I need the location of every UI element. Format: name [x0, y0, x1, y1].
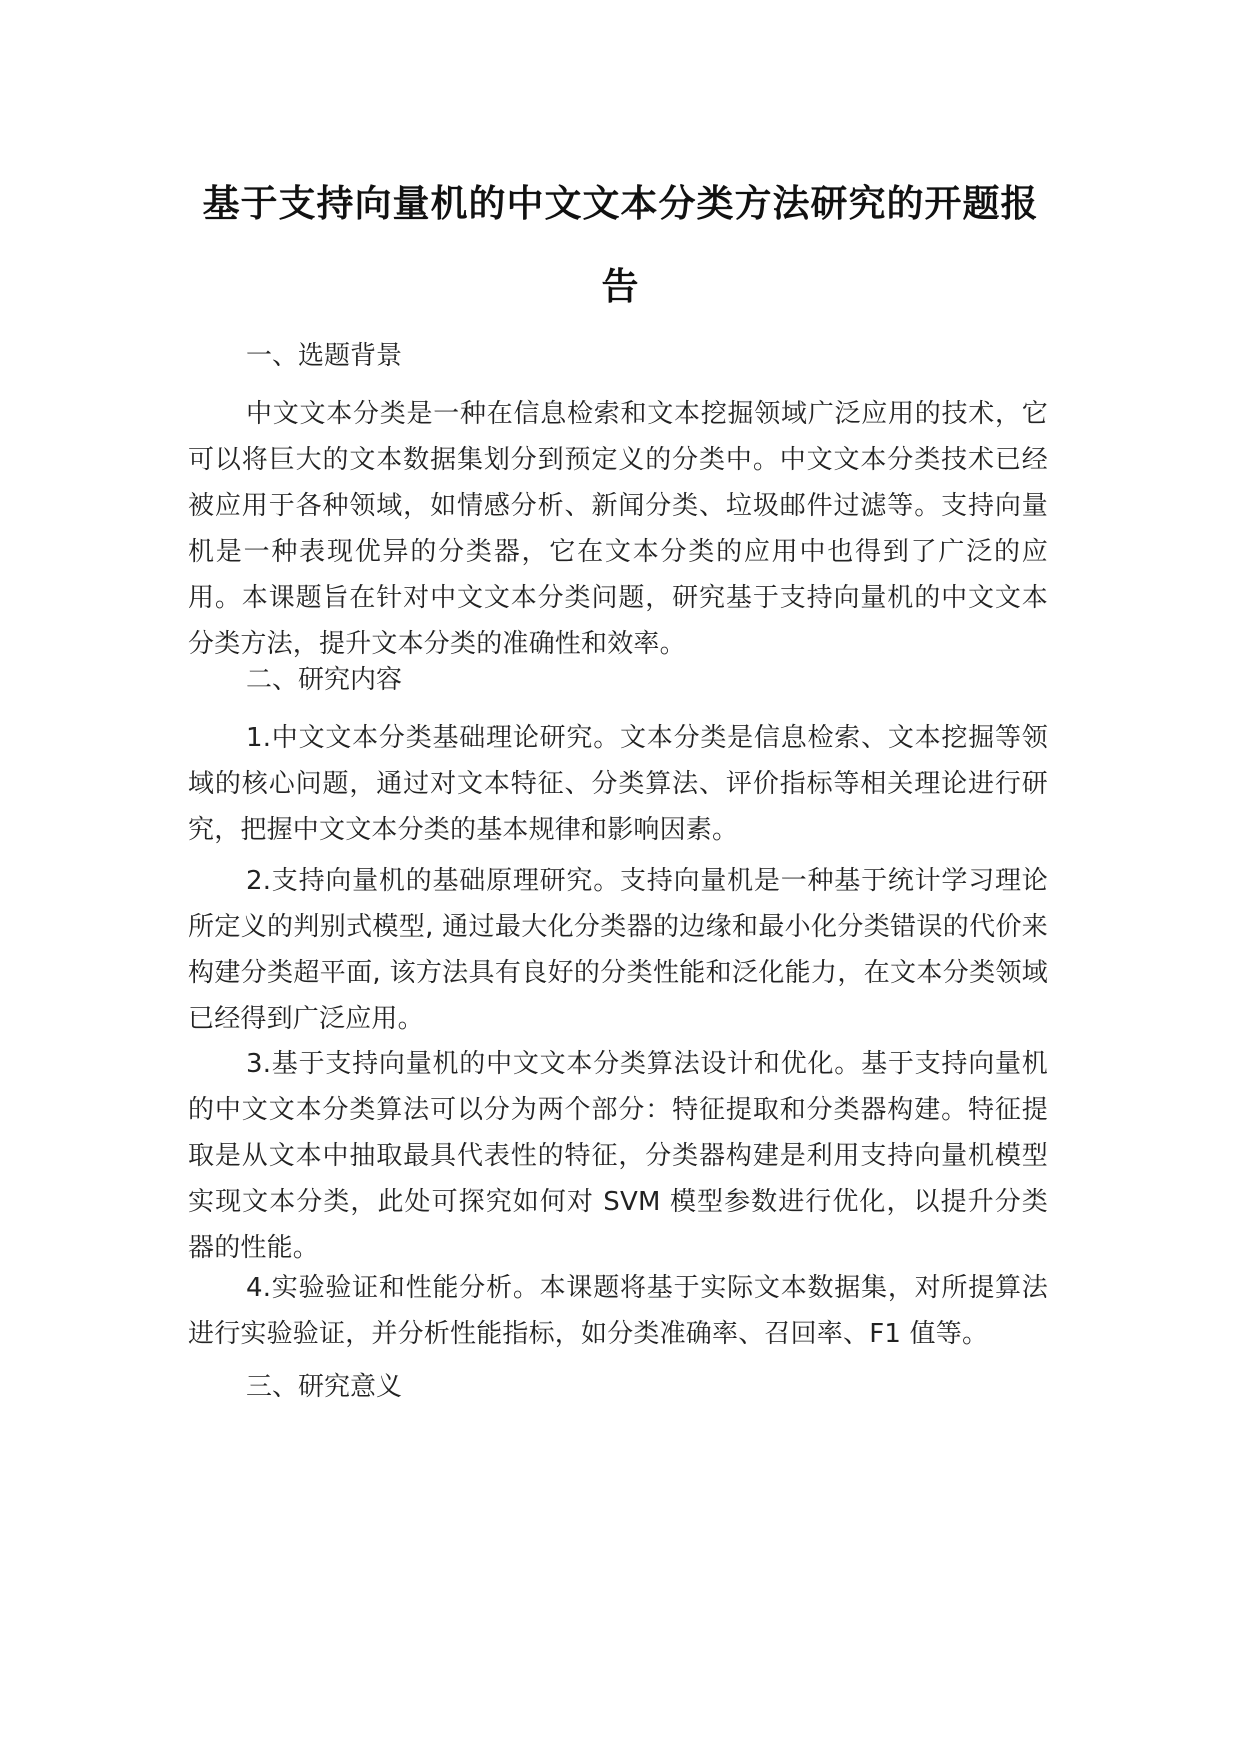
paragraph-background: 中文文本分类是一种在信息检索和文本挖掘领域广泛应用的技术，它可以将巨大的文本数据集划分到预定义的分类中。中文文本分类技术已经被应用于各种领域，如情感分析、新闻分类、垃圾邮件过滤等。支持向量机是一种表现优异的分类器，它在文本分类的应用中也得到了广泛的应用。本课题旨在针对中文文本分类问题，研究基于支持向量机的中文文本分类方法，提升文本分类的准确性和效率。 — [188, 399, 1048, 659]
section-heading-background: 一、选题背景 — [246, 341, 403, 371]
section-heading-significance: 三、研究意义 — [246, 1372, 403, 1402]
paragraph-content-4: 4.实验验证和性能分析。本课题将基于实际文本数据集，对所提算法进行实验验证，并分析性能指标，如分类准确率、召回率、F1 值等。 — [188, 1273, 1048, 1349]
document-title-line-2: 告 — [601, 265, 640, 308]
paragraph-content-3: 3.基于支持向量机的中文文本分类算法设计和优化。基于支持向量机的中文文本分类算法可以分为两个部分：特征提取和分类器构建。特征提取是从文本中抽取最具代表性的特征，分类器构建是利用支持向量机模型实现文本分类，此处可探究如何对 SVM 模型参数进行优化，以提升分类器的性能。 — [188, 1049, 1048, 1263]
section-heading-research-content: 二、研究内容 — [246, 665, 403, 695]
document-title-line-1: 基于支持向量机的中文文本分类方法研究的开题报 — [202, 182, 1039, 225]
paragraph-content-2: 2.支持向量机的基础原理研究。支持向量机是一种基于统计学习理论所定义的判别式模型, 通过最大化分类器的边缘和最小化分类错误的代价来构建分类超平面, 该方法具有良好的分类性能和泛化能力，在文本分类领域已经得到广泛应用。 — [188, 866, 1048, 1034]
paragraph-content-1: 1.中文文本分类基础理论研究。文本分类是信息检索、文本挖掘等领域的核心问题，通过对文本特征、分类算法、评价指标等相关理论进行研究，把握中文文本分类的基本规律和影响因素。 — [188, 723, 1048, 845]
